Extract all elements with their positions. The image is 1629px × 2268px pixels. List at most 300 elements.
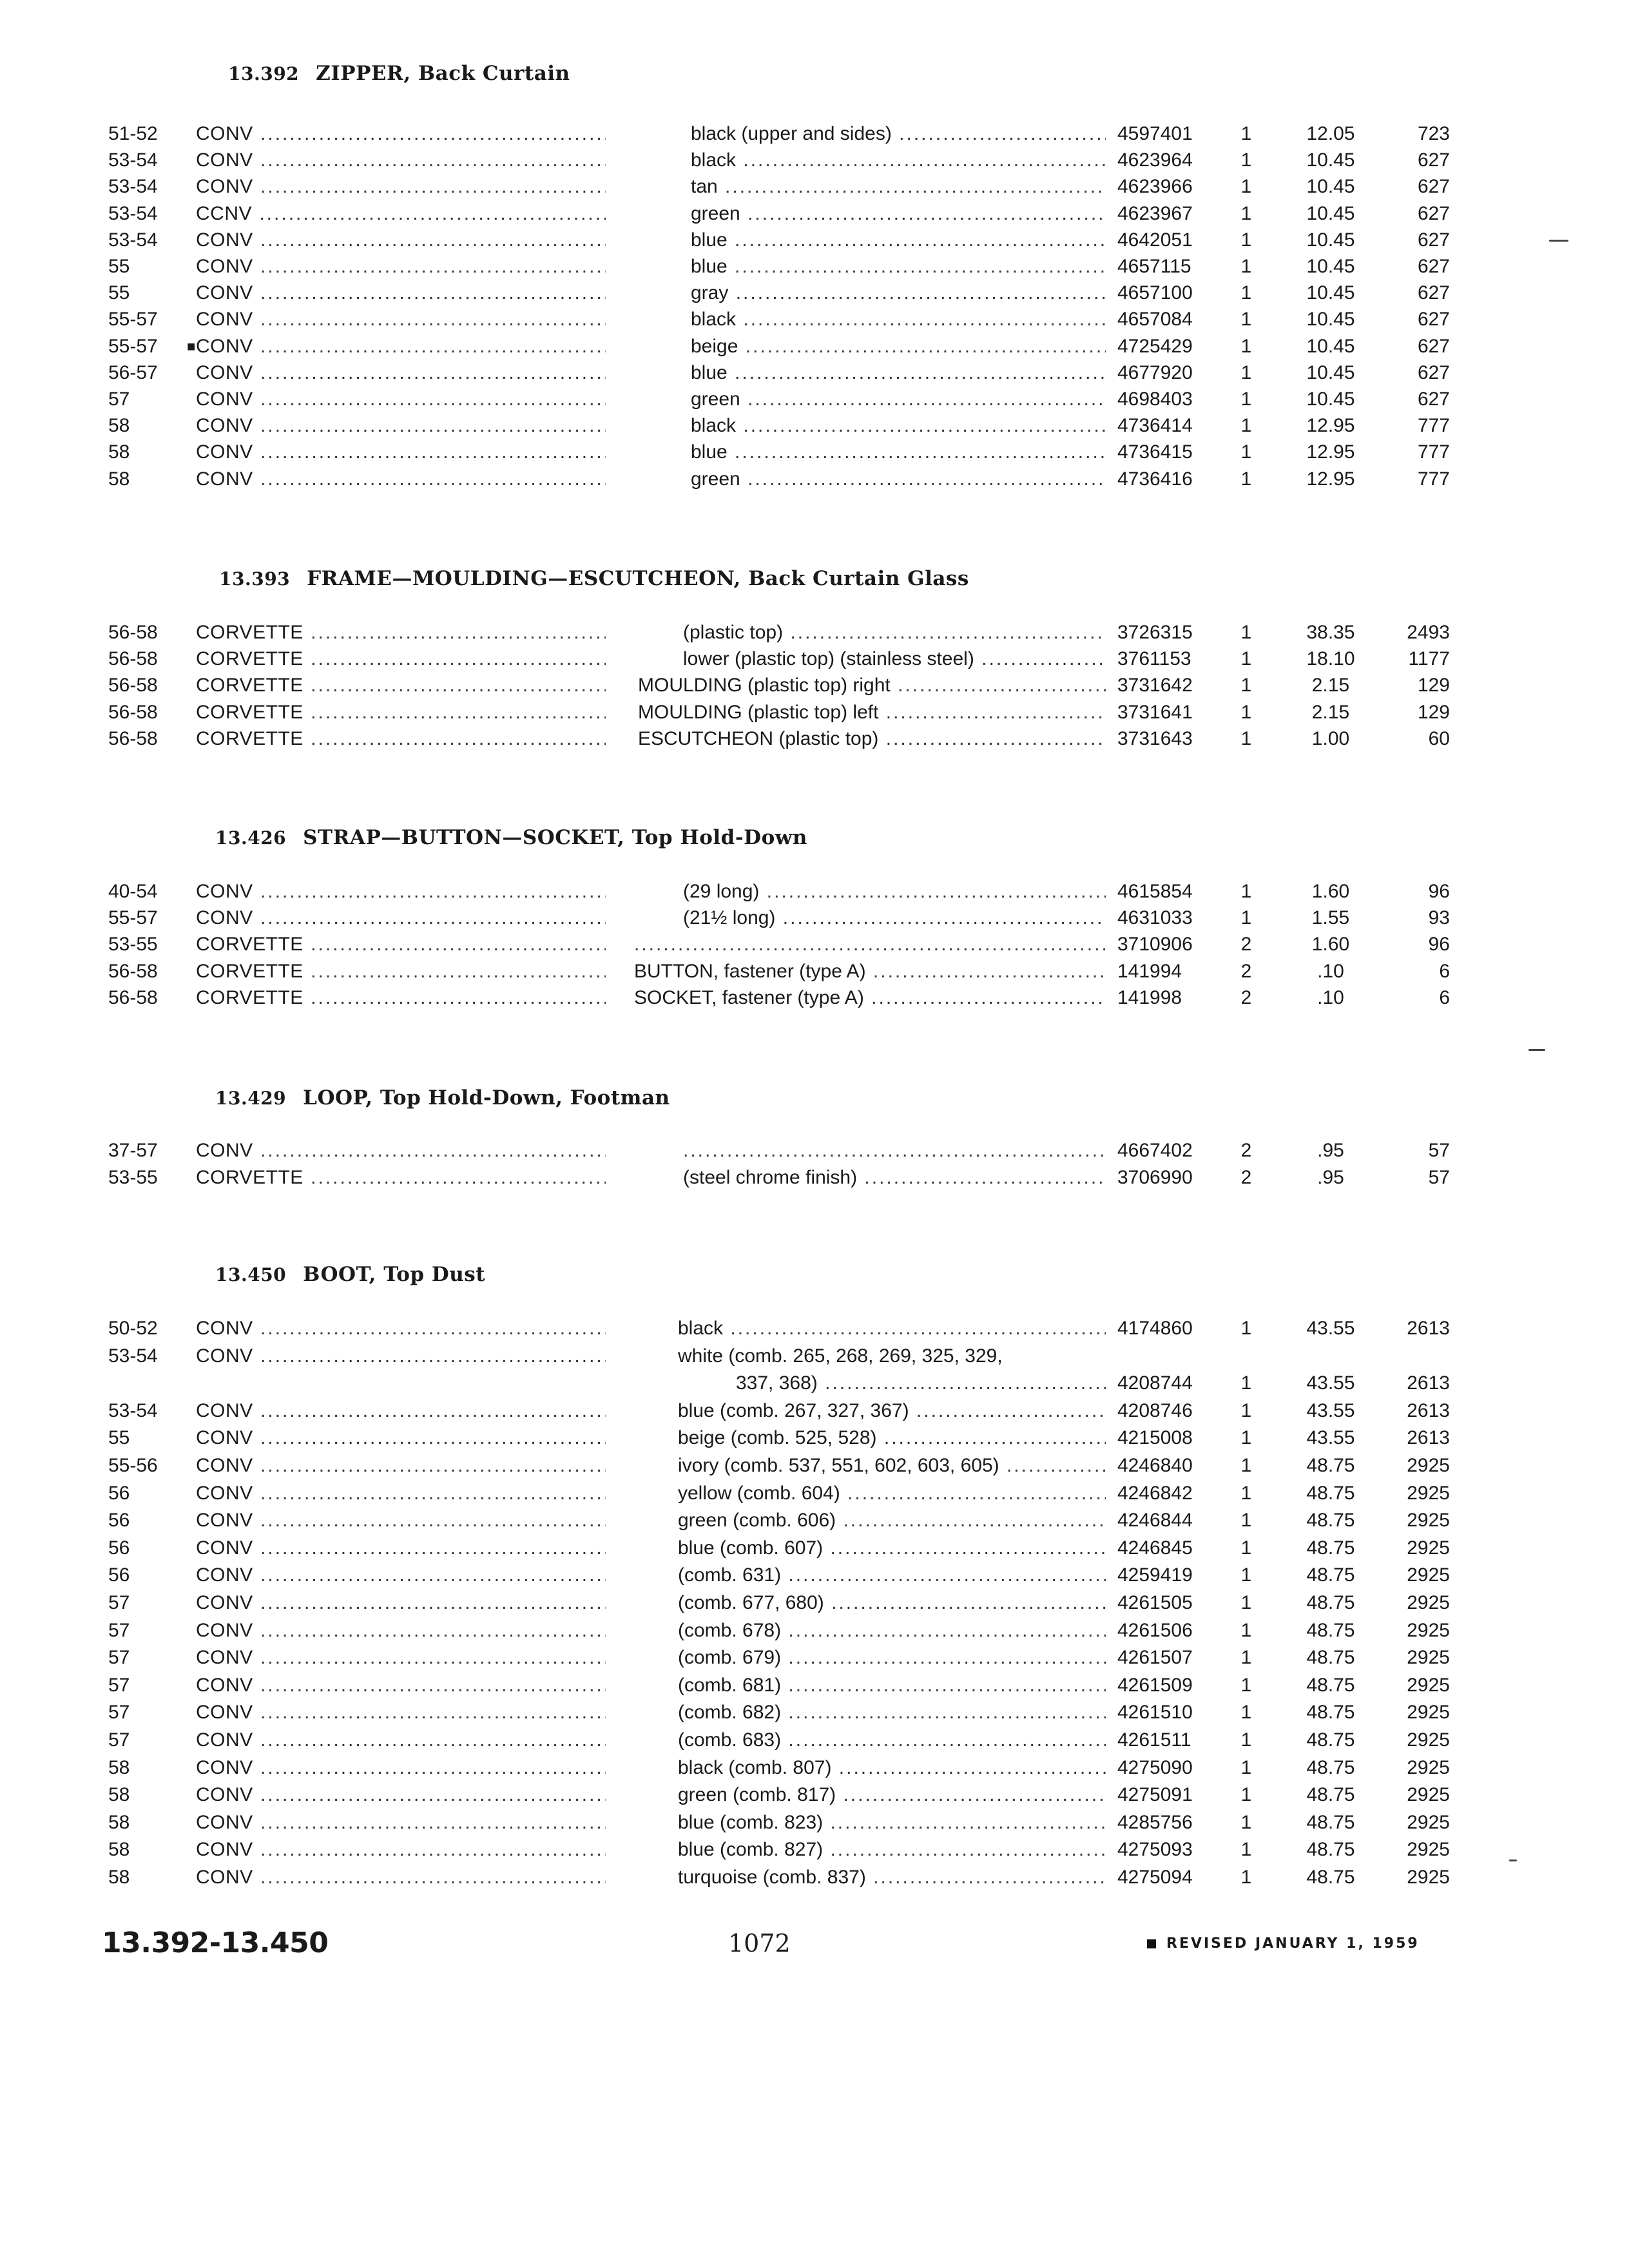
model-years: 58 — [108, 1757, 130, 1778]
model-years: 40-54 — [108, 881, 158, 902]
list-price: .10 — [1317, 987, 1344, 1008]
quantity: 2 — [1240, 1140, 1252, 1161]
list-price: 1.00 — [1311, 728, 1350, 749]
part-number: 4261507 — [1117, 1647, 1193, 1668]
model-years: 53-54 — [108, 149, 158, 171]
part-description: ESCUTCHEON (plastic top) ..... — [638, 726, 1106, 752]
parts-row — [0, 1343, 1629, 1369]
model-years: 56-58 — [108, 987, 158, 1008]
quantity: 1 — [1240, 1400, 1252, 1421]
list-price: 2.15 — [1311, 675, 1350, 696]
model-name: CONV ..... — [196, 1535, 606, 1561]
part-number: 4667402 — [1117, 1140, 1193, 1161]
model-name: CONV ..... — [196, 1837, 606, 1863]
parts-row — [0, 1562, 1629, 1588]
shipping-weight: 1177 — [1408, 648, 1450, 669]
parts-row — [0, 1673, 1629, 1698]
model-years: 56-57 — [108, 362, 158, 383]
section-code: 13.392 — [228, 63, 300, 84]
list-price: .10 — [1317, 961, 1344, 982]
part-number: 4208744 — [1117, 1372, 1193, 1394]
model-name: CONV ..... — [196, 307, 606, 332]
part-description: green (comb. 606) ..... — [678, 1508, 1106, 1533]
model-name: CONV ..... — [196, 1673, 606, 1698]
shipping-weight: 2925 — [1407, 1620, 1450, 1641]
part-description — [634, 932, 1106, 957]
model-name: CORVETTE ..... — [196, 646, 606, 672]
quantity: 1 — [1240, 907, 1252, 928]
part-description: green ..... — [691, 201, 1106, 227]
parts-row — [0, 620, 1629, 646]
shipping-weight: 2925 — [1407, 1702, 1450, 1723]
shipping-weight: 627 — [1417, 336, 1450, 357]
part-description: (29 long) ..... — [683, 879, 1106, 905]
model-name: CONV ..... — [196, 174, 606, 200]
part-description: blue (comb. 823) ..... — [678, 1810, 1106, 1836]
parts-row — [0, 1700, 1629, 1725]
model-years: 55-57 — [108, 309, 158, 330]
part-number: 3731641 — [1117, 702, 1193, 723]
parts-row — [0, 201, 1629, 227]
part-number: 3761153 — [1117, 648, 1191, 669]
parts-row — [0, 280, 1629, 306]
part-number: 4261506 — [1117, 1620, 1193, 1641]
parts-row — [0, 307, 1629, 332]
part-number: 4275091 — [1117, 1784, 1193, 1805]
shipping-weight: 777 — [1417, 441, 1450, 463]
model-years: 56 — [108, 1564, 130, 1586]
shipping-weight: 57 — [1428, 1140, 1450, 1161]
shipping-weight: 93 — [1428, 907, 1450, 928]
model-years: 58 — [108, 1839, 130, 1860]
parts-row — [0, 148, 1629, 173]
quantity: 1 — [1240, 229, 1252, 251]
quantity: 1 — [1240, 1784, 1252, 1805]
parts-row — [0, 254, 1629, 280]
model-name: CONV ..... — [196, 879, 606, 905]
list-price: 38.35 — [1306, 622, 1355, 643]
part-number: 4246840 — [1117, 1455, 1193, 1476]
model-name: CORVETTE ..... — [196, 985, 606, 1011]
quantity: 1 — [1240, 702, 1252, 723]
quantity: 1 — [1240, 176, 1252, 197]
model-years: 57 — [108, 1620, 130, 1641]
shipping-weight: 96 — [1428, 881, 1450, 902]
model-name: CONV ..... — [196, 1398, 606, 1424]
model-years: 58 — [108, 441, 130, 463]
list-price: 43.55 — [1306, 1372, 1355, 1394]
model-name: CORVETTE ..... — [196, 673, 606, 698]
model-name: CONV ..... — [196, 1727, 606, 1753]
part-description: (comb. 683) ..... — [678, 1727, 1106, 1753]
model-name: CORVETTE ..... — [196, 726, 606, 752]
shipping-weight: 2925 — [1407, 1483, 1450, 1504]
section-heading — [215, 826, 807, 849]
quantity: 1 — [1240, 1427, 1252, 1448]
list-price: 48.75 — [1306, 1757, 1355, 1778]
part-description: (comb. 631) ..... — [678, 1562, 1106, 1588]
parts-row — [0, 1755, 1629, 1781]
model-name: CONV ..... — [196, 1562, 606, 1588]
shipping-weight: 2925 — [1407, 1812, 1450, 1833]
shipping-weight: 2613 — [1407, 1427, 1450, 1448]
part-description: black ..... — [678, 1316, 1106, 1341]
model-years: 57 — [108, 1729, 130, 1751]
list-price: 43.55 — [1306, 1427, 1355, 1448]
parts-row — [0, 1727, 1629, 1753]
shipping-weight: 2925 — [1407, 1510, 1450, 1531]
parts-row — [0, 985, 1629, 1011]
part-description: lower (plastic top) (stainless steel) ..... — [683, 646, 1106, 672]
quantity: 1 — [1240, 362, 1252, 383]
footer-revised-text: REVISED JANUARY 1, 1959 — [1166, 1936, 1420, 1952]
parts-row — [0, 1508, 1629, 1533]
quantity: 2 — [1240, 1167, 1252, 1188]
quantity: 1 — [1240, 468, 1252, 490]
quantity: 1 — [1240, 728, 1252, 749]
model-years: 58 — [108, 1867, 130, 1888]
part-description: beige (comb. 525, 528) ..... — [678, 1425, 1106, 1451]
model-name: CONV ..... — [196, 360, 606, 386]
model-name: CCNV ..... — [196, 201, 606, 227]
model-years: 58 — [108, 1784, 130, 1805]
part-description: tan ..... — [691, 174, 1106, 200]
list-price: 10.45 — [1306, 256, 1355, 277]
model-name: CONV ..... — [196, 1481, 606, 1506]
parts-row — [0, 1453, 1629, 1479]
shipping-weight: 627 — [1417, 149, 1450, 171]
list-price: 48.75 — [1306, 1647, 1355, 1668]
quantity: 2 — [1240, 934, 1252, 955]
section-title: FRAME—MOULDING—ESCUTCHEON, Back Curtain Glass — [307, 567, 969, 590]
section-heading — [215, 1086, 670, 1110]
part-description: white (comb. 265, 268, 269, 325, 329, — [678, 1345, 1003, 1367]
shipping-weight: 627 — [1417, 176, 1450, 197]
model-name: CONV ..... — [196, 1138, 606, 1164]
shipping-weight: 129 — [1417, 675, 1450, 696]
model-years: 57 — [108, 1675, 130, 1696]
parts-row — [0, 413, 1629, 439]
model-years: 55-56 — [108, 1455, 158, 1476]
part-number: 4275094 — [1117, 1867, 1193, 1888]
model-years: 55 — [108, 1427, 130, 1448]
model-years: 57 — [108, 389, 130, 410]
parts-row — [0, 1138, 1629, 1164]
quantity: 1 — [1240, 1564, 1252, 1586]
part-description: ivory (comb. 537, 551, 602, 603, 605) ..... — [678, 1453, 1106, 1479]
model-name: CONV ..... — [196, 1618, 606, 1644]
shipping-weight: 2613 — [1407, 1372, 1450, 1394]
model-years: 56-58 — [108, 728, 158, 749]
parts-row — [0, 439, 1629, 465]
model-name: CONV ..... — [196, 387, 606, 412]
parts-row — [0, 726, 1629, 752]
list-price: 10.45 — [1306, 336, 1355, 357]
quantity: 1 — [1240, 1839, 1252, 1860]
parts-row — [0, 1618, 1629, 1644]
part-description: blue ..... — [691, 439, 1106, 465]
list-price: 12.05 — [1306, 123, 1355, 144]
list-price: 48.75 — [1306, 1812, 1355, 1833]
list-price: 1.60 — [1311, 881, 1350, 902]
parts-row — [0, 1370, 1629, 1396]
part-number: 4246845 — [1117, 1537, 1193, 1559]
list-price: .95 — [1317, 1167, 1344, 1188]
scan-speck — [1549, 240, 1568, 242]
model-years: 56-58 — [108, 622, 158, 643]
parts-row — [0, 932, 1629, 957]
part-description: black ..... — [691, 413, 1106, 439]
list-price: 10.45 — [1306, 149, 1355, 171]
part-number: 4623964 — [1117, 149, 1193, 171]
quantity: 1 — [1240, 1455, 1252, 1476]
part-number: 4259419 — [1117, 1564, 1193, 1586]
list-price: 18.10 — [1306, 648, 1355, 669]
parts-row — [0, 334, 1629, 360]
model-name: CONV ..... — [196, 148, 606, 173]
part-description: blue ..... — [691, 360, 1106, 386]
model-name: CORVETTE ..... — [196, 1165, 606, 1191]
part-description: black ..... — [691, 307, 1106, 332]
part-number: 4736415 — [1117, 441, 1193, 463]
part-description: green (comb. 817) ..... — [678, 1782, 1106, 1808]
part-number: 4275093 — [1117, 1839, 1193, 1860]
part-number: 4623966 — [1117, 176, 1193, 197]
model-years: 58 — [108, 415, 130, 436]
shipping-weight: 2925 — [1407, 1564, 1450, 1586]
section-code: 13.393 — [219, 568, 291, 590]
model-name: CONV ..... — [196, 280, 606, 306]
parts-row — [0, 1645, 1629, 1671]
shipping-weight: 2925 — [1407, 1839, 1450, 1860]
list-price: 48.75 — [1306, 1620, 1355, 1641]
parts-row — [0, 1810, 1629, 1836]
part-description: SOCKET, fastener (type A) ..... — [634, 985, 1106, 1011]
list-price: 48.75 — [1306, 1483, 1355, 1504]
quantity: 1 — [1240, 441, 1252, 463]
part-description: BUTTON, fastener (type A) ..... — [634, 959, 1106, 985]
parts-row — [0, 174, 1629, 200]
model-name: CONV ..... — [196, 1425, 606, 1451]
part-description: black (upper and sides) ..... — [691, 121, 1106, 147]
part-number: 4215008 — [1117, 1427, 1193, 1448]
shipping-weight: 2925 — [1407, 1757, 1450, 1778]
model-years: 53-55 — [108, 1167, 158, 1188]
model-name: CORVETTE ..... — [196, 932, 606, 957]
part-number: 4623967 — [1117, 203, 1193, 224]
part-number: 4275090 — [1117, 1757, 1193, 1778]
quantity: 1 — [1240, 1812, 1252, 1833]
part-number: 4174860 — [1117, 1318, 1193, 1339]
parts-row — [0, 360, 1629, 386]
parts-row — [0, 1316, 1629, 1341]
part-number: 4615854 — [1117, 881, 1193, 902]
part-number: 3706990 — [1117, 1167, 1193, 1188]
quantity: 1 — [1240, 881, 1252, 902]
part-number: 4631033 — [1117, 907, 1193, 928]
model-years: 56-58 — [108, 702, 158, 723]
model-name: CORVETTE ..... — [196, 959, 606, 985]
part-number: 4208746 — [1117, 1400, 1193, 1421]
list-price: 43.55 — [1306, 1400, 1355, 1421]
part-description: black (comb. 807) ..... — [678, 1755, 1106, 1781]
model-years: 57 — [108, 1647, 130, 1668]
quantity: 1 — [1240, 309, 1252, 330]
quantity: 1 — [1240, 282, 1252, 303]
part-number: 141994 — [1117, 961, 1182, 982]
parts-row — [0, 387, 1629, 412]
model-years: 55 — [108, 282, 130, 303]
part-description: (comb. 679) ..... — [678, 1645, 1106, 1671]
model-name: CONV ..... — [196, 227, 606, 253]
part-number: 4725429 — [1117, 336, 1193, 357]
section-heading — [228, 62, 570, 85]
model-name: CONV ..... — [196, 1645, 606, 1671]
list-price: 10.45 — [1306, 176, 1355, 197]
list-price: 2.15 — [1311, 702, 1350, 723]
part-description: (comb. 681) ..... — [678, 1673, 1106, 1698]
shipping-weight: 2925 — [1407, 1675, 1450, 1696]
section-heading — [215, 1263, 485, 1286]
shipping-weight: 2493 — [1407, 622, 1450, 643]
part-number: 4677920 — [1117, 362, 1193, 383]
model-name: CONV ..... — [196, 1782, 606, 1808]
model-years: 56-58 — [108, 961, 158, 982]
part-number: 4657115 — [1117, 256, 1191, 277]
parts-row — [0, 959, 1629, 985]
part-description — [683, 1138, 1106, 1164]
model-name: CONV ..... — [196, 413, 606, 439]
shipping-weight: 627 — [1417, 203, 1450, 224]
model-years: 53-54 — [108, 203, 158, 224]
part-description: green ..... — [691, 387, 1106, 412]
parts-row — [0, 1425, 1629, 1451]
shipping-weight: 2925 — [1407, 1455, 1450, 1476]
model-years: 58 — [108, 1812, 130, 1833]
part-number: 4736416 — [1117, 468, 1193, 490]
model-name: CONV ..... — [196, 1508, 606, 1533]
list-price: 10.45 — [1306, 203, 1355, 224]
section-code: 13.429 — [215, 1088, 287, 1109]
scan-speck — [1509, 1860, 1517, 1861]
part-description: (comb. 677, 680) ..... — [678, 1590, 1106, 1616]
model-years: 53-54 — [108, 1345, 158, 1367]
footer-section-range: 13.392-13.450 — [102, 1927, 329, 1959]
quantity: 1 — [1240, 1757, 1252, 1778]
quantity: 1 — [1240, 1592, 1252, 1613]
part-description: yellow (comb. 604) ..... — [678, 1481, 1106, 1506]
part-description: (21½ long) ..... — [683, 905, 1106, 931]
parts-row — [0, 1535, 1629, 1561]
section-heading — [219, 567, 969, 590]
model-years: 55 — [108, 256, 130, 277]
shipping-weight: 2613 — [1407, 1318, 1450, 1339]
parts-row — [0, 1837, 1629, 1863]
list-price: 10.45 — [1306, 229, 1355, 251]
part-description: (comb. 678) ..... — [678, 1618, 1106, 1644]
parts-row — [0, 646, 1629, 672]
part-number: 3726315 — [1117, 622, 1193, 643]
part-number: 4597401 — [1117, 123, 1193, 144]
list-price: 12.95 — [1306, 415, 1355, 436]
part-number: 4698403 — [1117, 389, 1193, 410]
shipping-weight: 2613 — [1407, 1400, 1450, 1421]
part-number: 4736414 — [1117, 415, 1193, 436]
list-price: 48.75 — [1306, 1510, 1355, 1531]
part-description: (comb. 682) ..... — [678, 1700, 1106, 1725]
shipping-weight: 2925 — [1407, 1537, 1450, 1559]
parts-row — [0, 1481, 1629, 1506]
shipping-weight: 627 — [1417, 256, 1450, 277]
part-description: (steel chrome finish) ..... — [683, 1165, 1106, 1191]
section-title: BOOT, Top Dust — [303, 1263, 486, 1286]
part-description: 337, 368) ..... — [736, 1370, 1106, 1396]
shipping-weight: 627 — [1417, 309, 1450, 330]
model-name: CONV ..... — [196, 905, 606, 931]
list-price: 1.55 — [1311, 907, 1350, 928]
model-years: 55-57 — [108, 907, 158, 928]
shipping-weight: 6 — [1439, 987, 1450, 1008]
parts-row — [0, 227, 1629, 253]
list-price: 1.60 — [1311, 934, 1350, 955]
footer-revised-note — [1147, 1936, 1420, 1952]
list-price: 48.75 — [1306, 1729, 1355, 1751]
section-code: 13.426 — [215, 827, 287, 849]
quantity: 1 — [1240, 1318, 1252, 1339]
parts-row — [0, 121, 1629, 147]
part-number: 3731643 — [1117, 728, 1193, 749]
shipping-weight: 57 — [1428, 1167, 1450, 1188]
model-name: CONV ..... — [196, 1865, 606, 1890]
part-number: 4261505 — [1117, 1592, 1193, 1613]
quantity: 1 — [1240, 675, 1252, 696]
parts-row — [0, 673, 1629, 698]
parts-row — [0, 1165, 1629, 1191]
part-number: 4261510 — [1117, 1702, 1193, 1723]
model-years: 51-52 — [108, 123, 158, 144]
quantity: 2 — [1240, 961, 1252, 982]
model-years: 56 — [108, 1483, 130, 1504]
shipping-weight: 6 — [1439, 961, 1450, 982]
shipping-weight: 129 — [1417, 702, 1450, 723]
model-years: 37-57 — [108, 1140, 158, 1161]
part-number: 3731642 — [1117, 675, 1193, 696]
quantity: 1 — [1240, 1620, 1252, 1641]
quantity: 1 — [1240, 1867, 1252, 1888]
model-name: CONV ..... — [196, 1453, 606, 1479]
quantity: 2 — [1240, 987, 1252, 1008]
model-years: 53-54 — [108, 1400, 158, 1421]
parts-row — [0, 879, 1629, 905]
shipping-weight: 2925 — [1407, 1867, 1450, 1888]
model-name: CONV ..... — [196, 121, 606, 147]
model-name: CONV ..... — [196, 1590, 606, 1616]
model-name: CONV ..... — [196, 254, 606, 280]
section-title: LOOP, Top Hold-Down, Footman — [303, 1086, 670, 1110]
quantity: 1 — [1240, 1372, 1252, 1394]
part-description: blue ..... — [691, 227, 1106, 253]
parts-row — [0, 1782, 1629, 1808]
scan-speck — [1528, 1049, 1545, 1051]
quantity: 1 — [1240, 648, 1252, 669]
shipping-weight: 777 — [1417, 468, 1450, 490]
model-name: CONV ..... — [196, 439, 606, 465]
shipping-weight: 2925 — [1407, 1729, 1450, 1751]
part-number: 4246842 — [1117, 1483, 1193, 1504]
quantity: 1 — [1240, 1702, 1252, 1723]
model-name: CORVETTE ..... — [196, 700, 606, 726]
shipping-weight: 723 — [1417, 123, 1450, 144]
